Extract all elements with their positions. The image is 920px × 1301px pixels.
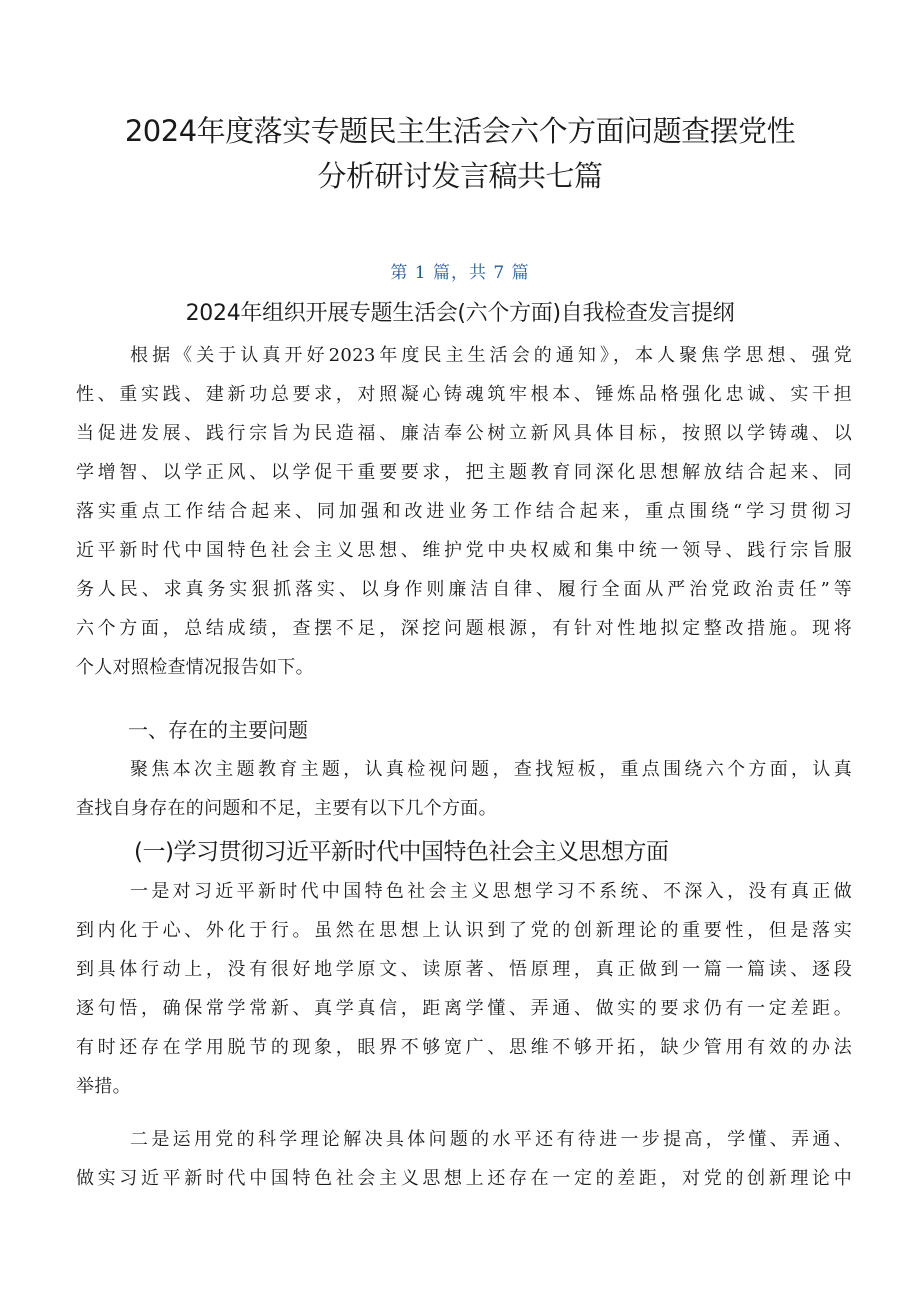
subsection-heading: (一)学习贯彻习近平新时代中国特色社会主义思想方面 <box>134 839 669 865</box>
document-title-line-1: 2024年度落实专题民主生活会六个方面问题查摆党性 <box>124 114 796 148</box>
section-heading: 一、存在的主要问题 <box>128 718 308 742</box>
article-subtitle: 2024年组织开展专题生活会(六个方面)自我检查发言提纲 <box>185 301 735 326</box>
point-line: 到具体行动上，没有很好地学原文、读原著、悟原理，真正做到一篇一篇读、逐段 <box>76 959 852 980</box>
intro-line: 六个方面，总结成绩，查摆不足，深挖问题根源，有针对性地拟定整改措施。现将 <box>76 618 852 639</box>
intro-line: 近平新时代中国特色社会主义思想、维护党中央权威和集中统一领导、践行宗旨服 <box>76 540 852 561</box>
section-line: 查找自身存在的问题和不足，主要有以下几个方面。 <box>76 798 497 819</box>
intro-line: 根据《关于认真开好2023年度民主生活会的通知》，本人聚焦学思想、强党 <box>130 345 852 366</box>
intro-line: 务人民、求真务实狠抓落实、以身作则廉洁自律、履行全面从严治党政治责任”等 <box>76 579 852 600</box>
intro-line: 个人对照检查情况报告如下。 <box>76 657 314 678</box>
point-line: 做实习近平新时代中国特色社会主义思想上还存在一定的差距，对党的创新理论中 <box>76 1168 852 1189</box>
intro-line: 性、重实践、建新功总要求，对照凝心铸魂筑牢根本、锤炼品格强化忠诚、实干担 <box>76 384 852 405</box>
point-line: 二是运用党的科学理论解决具体问题的水平还有待进一步提高，学懂、弄通、 <box>130 1129 852 1150</box>
intro-line: 当促进发展、践行宗旨为民造福、廉洁奉公树立新风具体目标，按照以学铸魂、以 <box>76 423 852 444</box>
part-indicator: 第 1 篇，共 7 篇 <box>390 263 530 283</box>
intro-line: 学增智、以学正风、以学促干重要要求，把主题教育同深化思想解放结合起来、同 <box>76 462 852 483</box>
point-line: 举措。 <box>76 1076 131 1097</box>
point-line: 逐句悟，确保常学常新、真学真信，距离学懂、弄通、做实的要求仍有一定差距。 <box>76 998 852 1019</box>
point-line: 有时还存在学用脱节的现象，眼界不够宽广、思维不够开拓，缺少管用有效的办法 <box>76 1037 852 1058</box>
point-line: 一是对习近平新时代中国特色社会主义思想学习不系统、不深入，没有真正做 <box>130 881 852 902</box>
document-title-line-2: 分析研讨发言稿共七篇 <box>317 159 603 193</box>
intro-line: 落实重点工作结合起来、同加强和改进业务工作结合起来，重点围绕“学习贯彻习 <box>76 501 852 522</box>
point-line: 到内化于心、外化于行。虽然在思想上认识到了党的创新理论的重要性，但是落实 <box>76 920 852 941</box>
section-line: 聚焦本次主题教育主题，认真检视问题，查找短板，重点围绕六个方面，认真 <box>130 759 852 780</box>
